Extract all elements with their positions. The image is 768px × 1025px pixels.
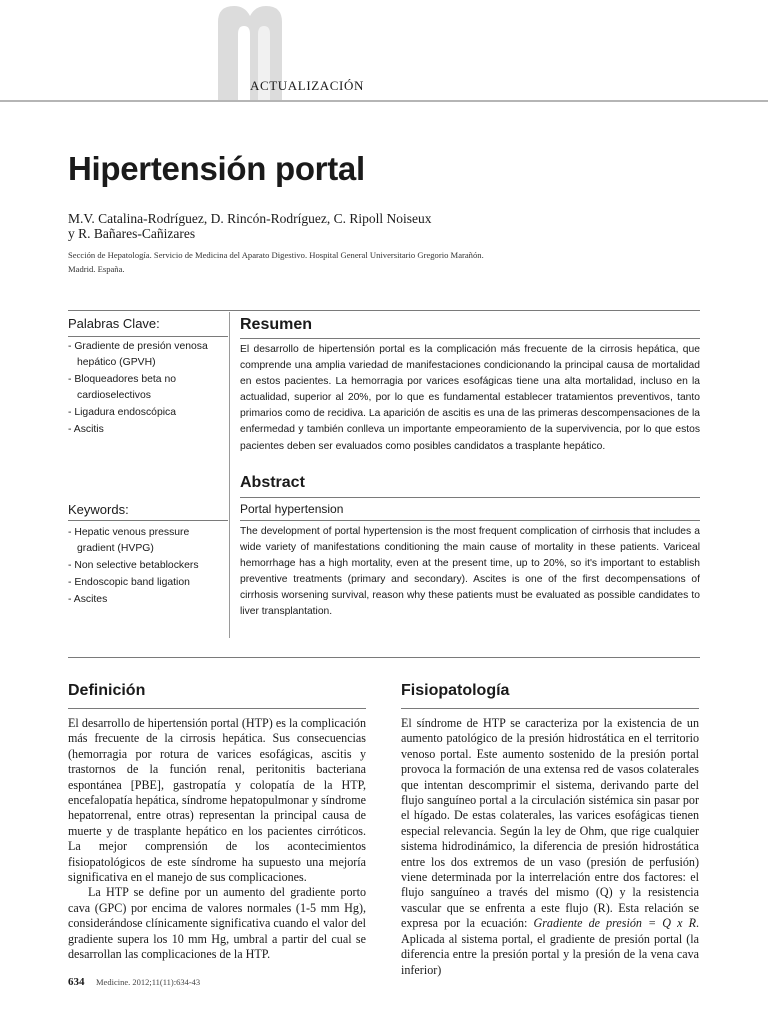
header-rule xyxy=(0,100,768,102)
abstract-subheading-rule xyxy=(240,520,700,521)
section-tag: ACTUALIZACIÓN xyxy=(250,78,364,93)
resumen-text: El desarrollo de hipertensión portal es la complicación más frecuente de la cirrosis hepática, que comprende una amplia variedad de manifestaciones condicionando la principal causa de mortalidad en estos pacientes. La hemorragia por varices esofágicas tiene una alta mortalidad, incluso en la actualidad, superior al 20%, por lo que es fundamental establecer tratamientos preventivos, tanto primarios como de recidiva. La aparición de ascitis es una de las primeras descompensaciones de la enfermedad y también conlleva un importante empeoramiento de la supervivencia, por lo que estos pacientes deben ser evaluados como posibles candidatos a trasplante hepático. xyxy=(240,344,700,452)
pressure-gradient-equation: Gradiente de presión = Q x R xyxy=(533,916,696,931)
article-title: Hipertensión portal xyxy=(68,150,365,187)
journal-citation: Medicine. 2012;11(11):634-43 xyxy=(96,977,201,987)
abstract-subheading: Portal hypertension xyxy=(240,502,344,516)
definicion-paragraph-1: El desarrollo de hipertensión portal (HTP) es la complicación más frecuente de la cirrosis hepática. Sus consecuencias (hemorragia por rotura de varices esofágicas, ascitis y trastornos de la función renal, peritonitis bacteriana espontánea [PBE], gastropatía y colopatía de la HTP, encefalopatía hepática, síndrome hepatopulmonar y síndrome hepatorrenal, entre otras) representan la principal causa de muerte y de trasplante hepático en los pacientes cirróticos. La mejor comprensión de los acontecimientos fisiopatológicos de este síndrome ha supuesto una mejoría significativa en el manejo de sus complicaciones. xyxy=(68,716,366,885)
fisiopatologia-rule xyxy=(401,708,699,709)
keywords-en-list xyxy=(68,525,228,609)
abstract-top-rule xyxy=(68,310,700,311)
definicion-heading: Definición xyxy=(68,682,146,699)
definicion-rule xyxy=(68,708,366,709)
definicion-body xyxy=(68,716,366,963)
resumen-rule xyxy=(240,338,700,339)
fisiopatologia-text-after: . Aplicada al sistema portal, el gradiente de presión portal (la diferencia entre la presión portal y la presión de la vena cava inferior) xyxy=(401,916,699,977)
abstract-bottom-rule xyxy=(68,657,700,658)
fisiopatologia-body xyxy=(401,716,699,978)
page-number: 634 xyxy=(68,976,85,988)
keyword-es-item: - Gradiente de presión venosa hepático (GPVH) xyxy=(68,341,208,368)
affiliation-line-1: Sección de Hepatología. Servicio de Medicina del Aparato Digestivo. Hospital General Universitario Gregorio Marañón. xyxy=(68,250,484,260)
keyword-es-item: - Bloqueadores beta no cardioselectivos xyxy=(68,374,177,401)
authors-line-2: y R. Bañares-Cañizares xyxy=(68,226,196,241)
fisiopatologia-heading: Fisiopatología xyxy=(401,682,510,699)
keyword-en-item: - Ascites xyxy=(68,594,108,605)
keywords-divider xyxy=(229,312,230,638)
affiliation xyxy=(68,248,708,276)
keyword-es-item: - Ligadura endoscópica xyxy=(68,407,177,418)
keyword-en-item: - Endoscopic band ligation xyxy=(68,577,190,588)
keywords-es-heading: Palabras Clave: xyxy=(68,316,160,331)
fisiopatologia-paragraph xyxy=(401,716,699,978)
resumen-heading: Resumen xyxy=(240,316,313,333)
abstract-heading: Abstract xyxy=(240,474,305,491)
keyword-en-item: - Non selective betablockers xyxy=(68,560,199,571)
affiliation-line-2: Madrid. España. xyxy=(68,264,125,274)
author-list xyxy=(68,211,708,241)
keywords-en-rule xyxy=(68,520,228,521)
fisiopatologia-text-before: El síndrome de HTP se caracteriza por la existencia de un aumento patológico de la presión hidrostática en el territorio venoso portal. Este aumento sostenido de la presión portal provoca la formación de una extensa red de vasos colaterales que intentan descomprimir el sistema, derivando parte del flujo sanguíneo portal a la circulación sistémica sin pasar por el hígado. De estas colaterales, las varices esofágicas tienen especial relevancia. Según la ley de Ohm, que rige cualquier sistema hidrodinámico, la diferencia de presión hidrostática entre los dos extremos de un vaso (presión de perfusión) viene determinada por la interrelación entre dos factores: el flujo sanguíneo a través del mismo (Q) y la resistencia vascular que se enfrenta a este flujo (R). Esta relación se expresa por la ecuación: xyxy=(401,716,699,931)
keywords-es-list xyxy=(68,339,228,439)
abstract-heading-rule xyxy=(240,497,700,498)
abstract-text: The development of portal hypertension is the most frequent complication of cirrhosis that includes a wide variety of manifestations conditioning the main cause of mortality in these patients. Variceal hemorrhage has a high mortality, even at the present time, up to 20%, so it's important to establish preventive treatments (primary and secondary). Ascites is one of the first decompensations of cirrhosis worsening survival, reason why these patients must be evaluated as possible candidates to liver transplantation. xyxy=(240,526,700,618)
definicion-paragraph-2: La HTP se define por un aumento del gradiente porto cava (GPC) por encima de valores normales (1-5 mm Hg), considerándose clínicamente significativa cuando el valor del gradiente supera los 10 mm Hg, umbral a partir del cual se desarrollan las complicaciones de la HTP. xyxy=(68,885,366,962)
keywords-es-rule xyxy=(68,336,228,337)
keywords-en-heading: Keywords: xyxy=(68,502,129,517)
keyword-es-item: - Ascitis xyxy=(68,424,104,435)
authors-line-1: M.V. Catalina-Rodríguez, D. Rincón-Rodríguez, C. Ripoll Noiseux xyxy=(68,211,432,226)
keyword-en-item: - Hepatic venous pressure gradient (HVPG) xyxy=(68,527,190,554)
